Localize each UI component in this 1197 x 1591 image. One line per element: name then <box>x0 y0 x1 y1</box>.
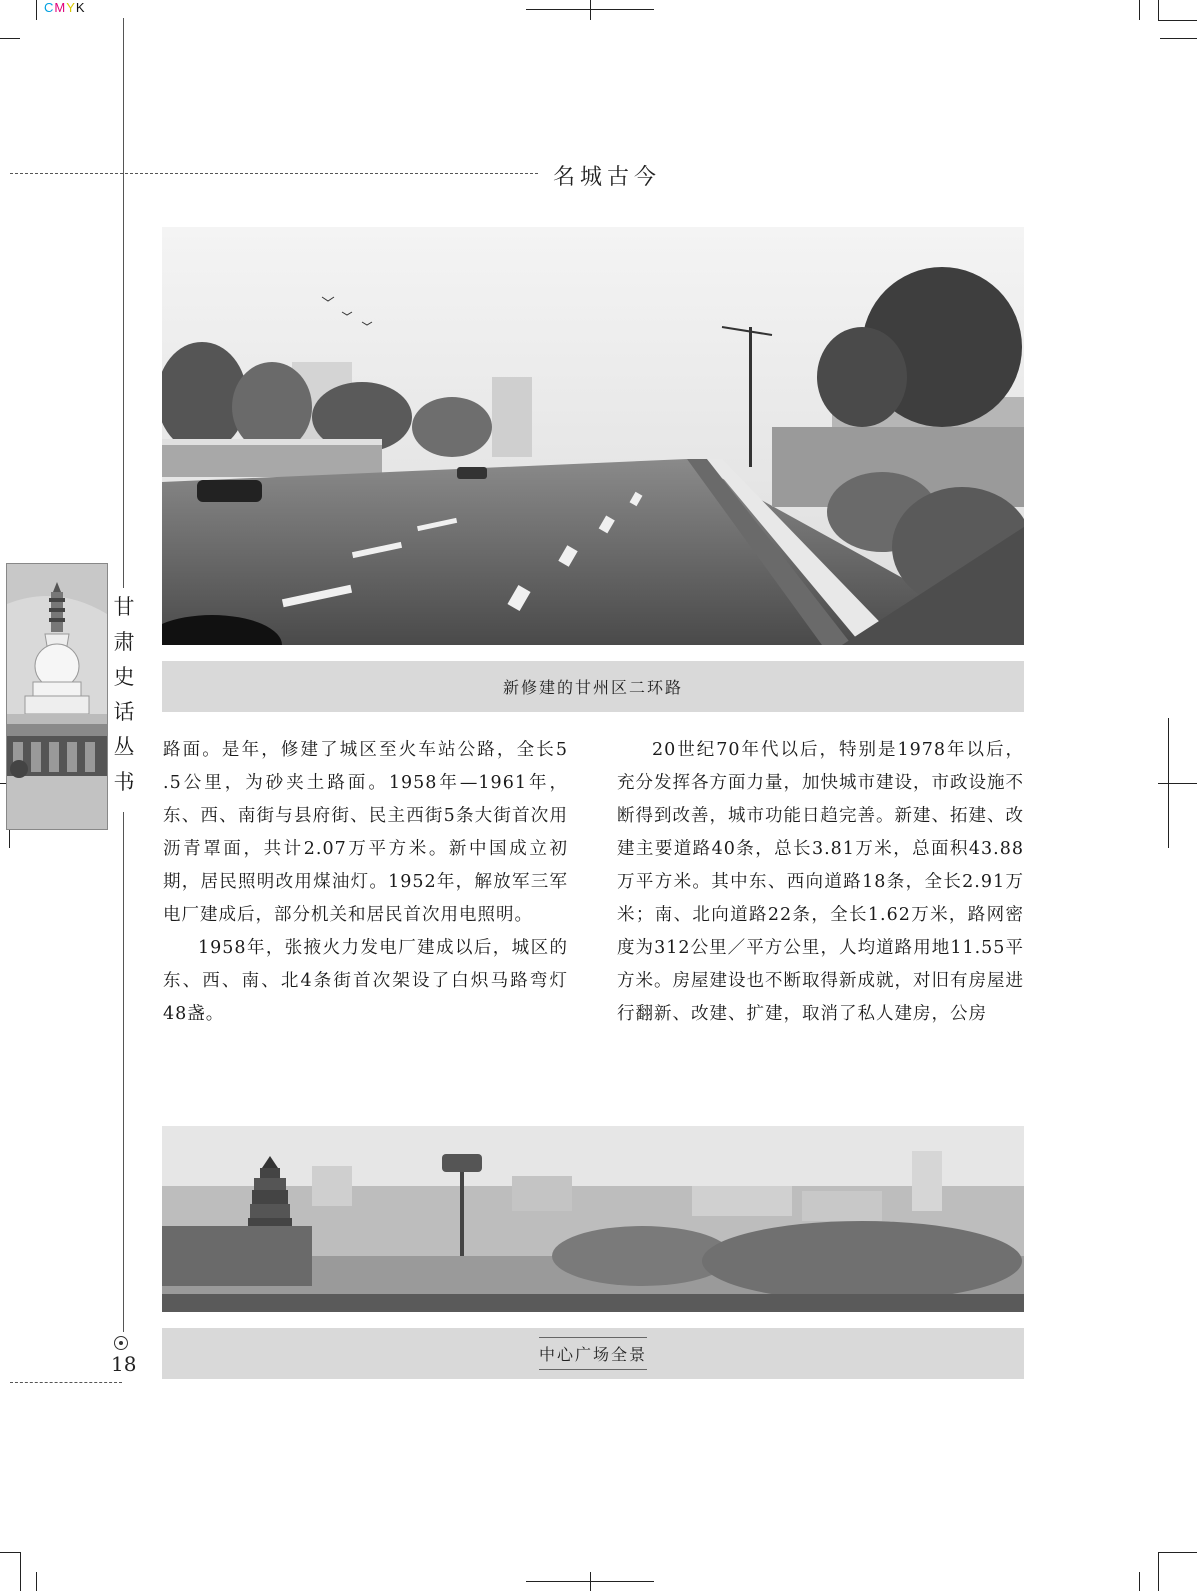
left-column <box>163 734 568 1031</box>
ring-road-image <box>162 227 1024 645</box>
paragraph: 1958年，张掖火力发电厂建成以后，城区的东、西、南、北4条街首次架设了白炽马路弯灯48盏。 <box>163 938 568 1024</box>
photo-caption <box>162 1328 1024 1379</box>
crop-mark <box>1158 20 1197 21</box>
crop-mark <box>1158 783 1197 784</box>
crop-mark <box>590 0 591 20</box>
crop-mark <box>1139 0 1140 20</box>
series-char: 肃 <box>113 630 135 654</box>
white-pagoda-icon <box>7 564 107 829</box>
series-char: 丛 <box>113 735 135 759</box>
photo-caption: 新修建的甘州区二环路 <box>162 661 1024 712</box>
margin-rule <box>123 18 124 588</box>
margin-rule <box>123 812 124 1332</box>
page-number: 18 <box>111 1352 137 1376</box>
paragraph: 20世纪70年代以后，特别是1978年以后，充分发挥各方面力量，加快城市建设，市政设施不断得到改善，城市功能日趋完善。新建、拓建、改建主要道路40条，总长3.81万米，总面积43.88万平方米。其中东、西向道路18条，全长2.91万米；南、北向道路22条，全长1.62万米，路网密度为312公里／平方公里，人均道路用地11.55平方米。房屋建设也不断取得新成就，对旧有房屋进行翻新、改建、扩建，取消了私人建房，公房 <box>617 740 1024 1024</box>
crop-mark <box>1158 1552 1197 1553</box>
crop-mark <box>0 1552 20 1553</box>
series-char: 史 <box>113 665 135 689</box>
crop-mark <box>1160 38 1197 39</box>
central-square-image <box>162 1126 1024 1312</box>
series-char: 书 <box>113 770 135 794</box>
crop-mark <box>1158 1552 1159 1591</box>
header-dashed-rule <box>10 173 538 174</box>
road-photo <box>162 227 1024 645</box>
series-title-vertical <box>110 590 138 800</box>
series-thumbnail <box>6 563 108 830</box>
series-char: 甘 <box>113 595 135 619</box>
running-header: 名城古今 <box>553 165 662 190</box>
crop-mark <box>0 38 20 39</box>
crop-mark <box>1139 1572 1140 1591</box>
crop-mark <box>36 1572 37 1591</box>
caption-text: 中心广场全景 <box>539 1337 647 1370</box>
crop-mark <box>36 0 37 20</box>
footer-dashed-rule <box>10 1382 122 1383</box>
square-photo <box>162 1126 1024 1312</box>
paragraph: 路面。是年，修建了城区至火车站公路，全长5 .5公里，为砂夹土路面。1958年—1961年，东、西、南街与县府街、民主西街5条大街首次用沥青罩面，共计2.07万平方米。新中国成立初期，居民照明改用煤油灯。1952年，解放军三军电厂建成后，部分机关和居民首次用电照明。 <box>163 740 568 925</box>
crop-mark <box>1158 0 1159 20</box>
crop-mark <box>590 1572 591 1591</box>
folio-circle-icon <box>114 1336 128 1350</box>
series-char: 话 <box>113 700 135 724</box>
crop-mark <box>20 1552 21 1591</box>
right-column <box>617 734 1024 1031</box>
cmyk-registration: CMYK <box>44 0 86 15</box>
